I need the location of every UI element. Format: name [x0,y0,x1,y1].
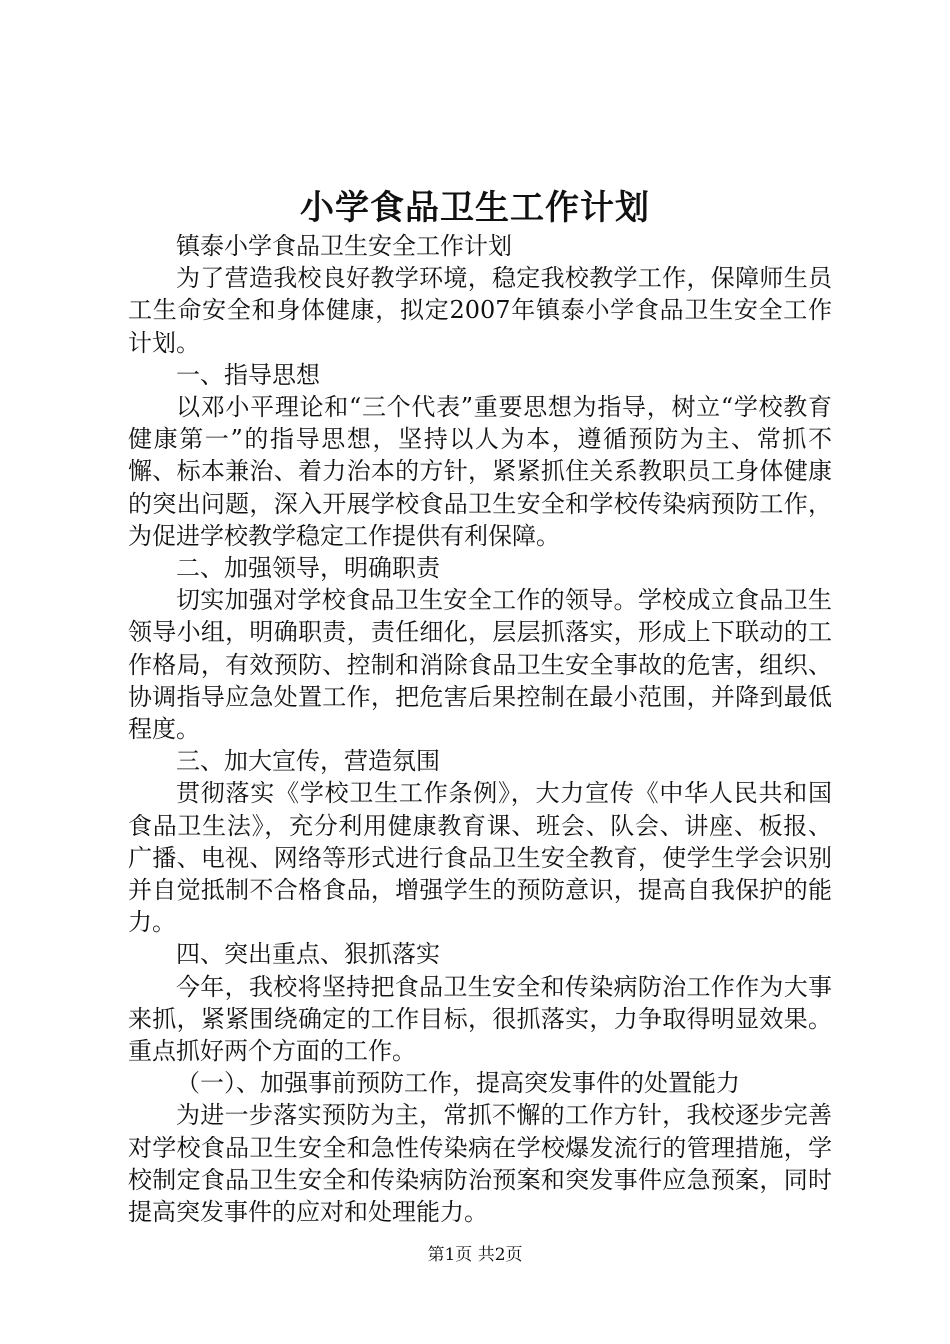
subsection-heading-prevention: （一）、加强事前预防工作，提高突发事件的处置能力 [176,1069,740,1098]
subsection-paragraph-prevention: 为进一步落实预防为主，常抓不懈的工作方针，我校逐步完善对学校食品卫生安全和急性传染病在学校爆发流行的管理措施，学校制定食品卫生安全和传染病防治预案和突发事件应急预案，同时提高突发事件的应对和处理能力。 [128,1101,832,1227]
section-heading-leadership: 二、加强领导，明确职责 [176,554,440,583]
section-paragraph-publicity: 贯彻落实《学校卫生工作条例》，大力宣传《中华人民共和国食品卫生法》，充分利用健康教育课、班会、队会、讲座、板报、广播、电视、网络等形式进行食品卫生安全教育，使学生学会识别并自觉抵制不合格食品，增强学生的预防意识，提高自我保护的能力。 [128,779,832,937]
document-body [128,230,832,1228]
section-paragraph-leadership: 切实加强对学校食品卫生安全工作的领导。学校成立食品卫生领导小组，明确职责，责任细化，层层抓落实，形成上下联动的工作格局，有效预防、控制和消除食品卫生安全事故的危害，组织、协调指导应急处置工作，把危害后果控制在最小范围，并降到最低程度。 [128,586,832,744]
document-title: 小学食品卫生工作计划 [300,188,650,228]
section-paragraph-guiding-thought: 以邓小平理论和“三个代表”重要思想为指导，树立“学校教育健康第一”的指导思想，坚持以人为本，遵循预防为主、常抓不懈、标本兼治、着力治本的方针，紧紧抓住关系教职员工身体健康的突出问题，深入开展学校食品卫生安全和学校传染病预防工作，为促进学校教学稳定工作提供有利保障。 [128,393,832,550]
section-heading-focus: 四、突出重点、狠抓落实 [176,940,440,969]
section-heading-guiding-thought: 一、指导思想 [176,360,320,389]
section-paragraph-focus: 今年，我校将坚持把食品卫生安全和传染病防治工作作为大事来抓，紧紧围绕确定的工作目标，很抓落实，力争取得明显效果。重点抓好两个方面的工作。 [128,972,832,1066]
subtitle-paragraph: 镇泰小学食品卫生安全工作计划 [176,232,512,260]
page-footer: 第1页 共2页 [427,1245,523,1265]
intro-paragraph: 为了营造我校良好教学环境，稳定我校教学工作，保障师生员工生命安全和身体健康，拟定2007年镇泰小学食品卫生安全工作计划。 [128,264,832,357]
section-heading-publicity: 三、加大宣传，营造氛围 [176,747,440,776]
